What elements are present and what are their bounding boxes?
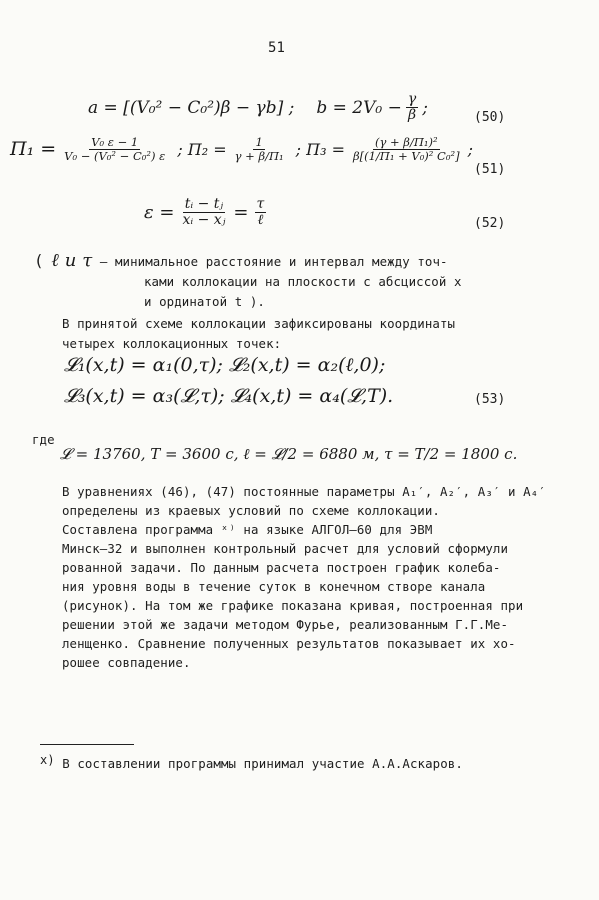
paragraph-1-line-1: В принятой схеме коллокации зафиксированы координаты	[62, 316, 456, 331]
epsilon-lhs: ε =	[144, 202, 175, 224]
fraction-numerator: 1	[255, 135, 263, 149]
equation-51-number: (51)	[474, 162, 506, 177]
values-label: где	[32, 432, 55, 447]
paragraph-3-line-2: Минск–32 и выполнен контрольный расчет для условий сформули	[62, 541, 509, 556]
fraction-denominator: ℓ	[257, 212, 264, 229]
footnote-marker: x)	[40, 753, 55, 767]
definition-text-1: – минимальное расстояние и интервал между точ-	[92, 254, 448, 269]
fraction-denominator: β	[408, 107, 417, 124]
definition-line-2: ками коллокации на плоскости с абсциссой x	[144, 274, 462, 289]
values-expression: 𝓛 = 13760, T = 3600 с, ℓ = 𝓛/2 = 6880 м, τ = T/2 = 1800 с.	[60, 445, 518, 463]
definition-line-3: и ординатой t ).	[144, 294, 265, 309]
equation-51	[10, 136, 473, 162]
pi2-lhs: ; Π₂ =	[177, 139, 227, 159]
equation-50-b-tail: ;	[422, 97, 428, 118]
pi1-lhs: Π₁ =	[10, 138, 57, 161]
equation-53-line-1: 𝓛₁(x,t) = α₁(0,τ); 𝓛₂(x,t) = α₂(ℓ,0);	[64, 354, 386, 376]
fraction-numerator: tᵢ − tⱼ	[184, 196, 224, 212]
footnote-text: В составлении программы принимал участие А.А.Аскаров.	[62, 756, 463, 771]
paragraph-3-line-1: Составлена программа ˣ⁾ на языке АЛГОЛ–60 для ЭВМ	[62, 522, 433, 537]
fraction-numerator: (γ + β/Π₁)²	[374, 135, 438, 149]
paragraph-3-line-4: ния уровня воды в течение суток в конечном створе канала	[62, 579, 486, 594]
equation-52-fraction-2	[255, 197, 267, 229]
equation-50-number: (50)	[474, 110, 506, 125]
equation-53-number: (53)	[474, 392, 506, 407]
pi3-tail: ;	[467, 139, 473, 159]
definition-variables: ℓ и τ	[51, 250, 93, 271]
paragraph-3-line-5: (рисунок). На том же графике показана кривая, построенная при	[62, 598, 524, 613]
equation-50-part-b	[316, 92, 428, 124]
equation-50	[88, 92, 428, 124]
equals-sign: =	[233, 202, 249, 224]
page-number: 51	[268, 40, 286, 56]
equation-52-number: (52)	[474, 216, 506, 231]
paragraph-1-line-2: четырех коллокационных точек:	[62, 336, 282, 351]
equation-52	[144, 197, 266, 229]
pi2-fraction	[233, 136, 286, 162]
fraction-numerator: γ	[407, 91, 417, 107]
fraction-numerator: V₀ ε − 1	[91, 135, 139, 149]
fraction-denominator: γ + β/Π₁	[234, 148, 284, 163]
fraction-denominator: V₀ − (V₀² − C₀²) ε	[64, 148, 166, 163]
paragraph-3-line-8: рошее совпадение.	[62, 655, 191, 670]
definition-line-1	[34, 250, 448, 271]
equation-52-fraction-1	[180, 197, 227, 229]
fraction-denominator: xᵢ − xⱼ	[182, 212, 226, 229]
equation-50-b-lhs: b = 2V₀ −	[316, 97, 402, 118]
paragraph-3-line-7: ленщенко. Сравнение полученных результатов показывает их хо-	[62, 636, 516, 651]
open-paren: (	[34, 251, 44, 270]
pi3-lhs: ; Π₃ =	[295, 139, 345, 159]
paragraph-3-line-6: решении этой же задачи методом Фурье, реализованным Г.Г.Ме-	[62, 617, 509, 632]
paragraph-2-line-2: определены из краевых условий по схеме коллокации.	[62, 503, 440, 518]
equation-53-line-2: 𝓛₃(x,t) = α₃(𝓛,τ); 𝓛₄(x,t) = α₄(𝓛,T).	[64, 385, 394, 407]
paragraph-3-line-3: рованной задачи. По данным расчета построен график колеба-	[62, 560, 501, 575]
footnote	[40, 753, 463, 771]
pi3-fraction	[351, 136, 462, 162]
equation-50-fraction	[406, 92, 418, 124]
fraction-numerator: τ	[256, 196, 265, 212]
pi1-fraction	[62, 136, 167, 162]
paragraph-2-line-1: В уравнениях (46), (47) постоянные параметры A₁′, A₂′, A₃′ и A₄′	[62, 484, 546, 499]
equation-50-part-a: a = [(V₀² − C₀²)β − γb] ;	[88, 97, 295, 118]
fraction-denominator: β[(1/Π₁ + V₀)² C₀²]	[352, 148, 460, 163]
footnote-divider	[40, 744, 134, 745]
